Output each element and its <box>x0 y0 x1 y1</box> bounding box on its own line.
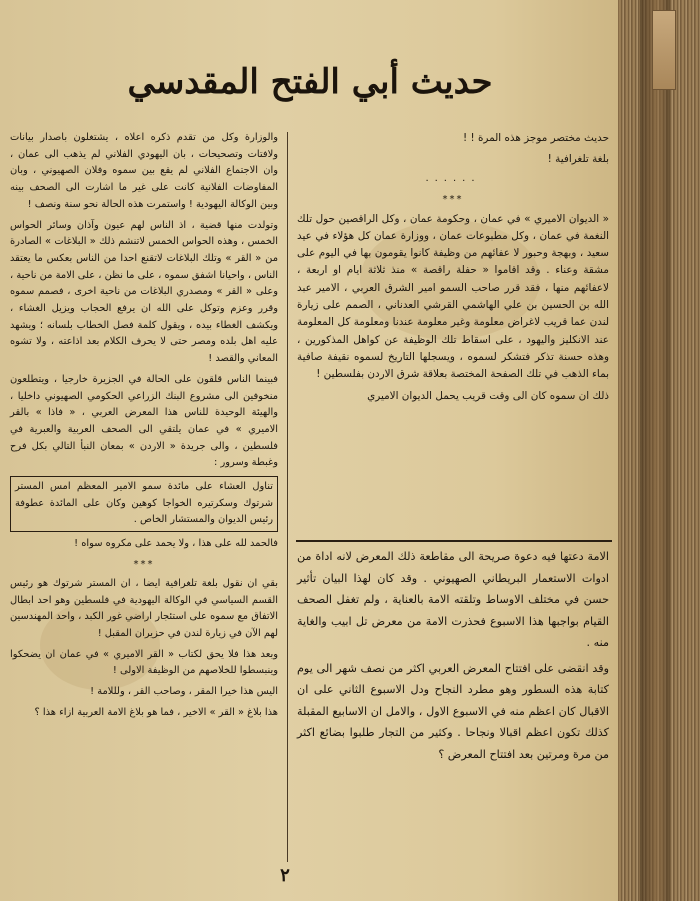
boxed-quote: تناول العشاء على مائدة سمو الامير المعظم امس المستر شرتوك وسكرتيره الخواجا كوهين وكان على المائدة عطوفة رئيس الديوان والمستشار الخاص . <box>10 476 278 532</box>
paragraph: وتولدت منها قضية ، اذ الناس لهم عيون وآذان وسائر الحواس الخمس ، وهذه الحواس الخمس لاتنشم ذلك « البلاغات » الصادرة من « القر » وتلك البلاغات لاتقنع احدا من الناس بعكس ما يعتقد الناس ، واحيانا اشفق سموه ، على ما نظن ، على الامة من ناحية ، وعلى « القر » ومصدري البلاغات من ناحية اخرى ، فصمم سموه وقرر وعزم وتوكل على الله ان يرفع الحجاب ويزيل الغشاء ، ويكشف الغطاء بيده ، ويقول كلمة فصل الخطاب بلسانه ؛ ويشهد عليه اهل بلده ومصر حتى لا يحرف الكلام بعد اذاعته ، ولا تشوه المعاني والقصد ! <box>10 219 278 365</box>
paragraph: بقي ان نقول بلغة تلغرافية ايضا ، ان المستر شرتوك هو رئيس القسم السياسي في الوكالة اليهودية في فلسطين وهو احد ابطال الاتفاق مع سموه على استئجار اراضي غور الكبد ، واحد المهندسين لهم الآن في زيارة لندن في حزيران المقبل ! <box>10 577 278 639</box>
paragraph: والوزارة وكل من تقدم ذكره اعلاه ، يشتغلون باصدار بيانات ولافتات وتصحيحات ، بان اليهودي الفلاني لم يذهب الى عمان ، وان الاجتماع الفلاني لم يقع بين سموه وفلان الصهيوني ، وبان المفاوضات الفلانية كانت على غير ما اشارت الى الصحف بينه وبين الوكالة اليهودية ! واستمرت هذه الحالة نحو سنة ونصف ! <box>10 132 278 210</box>
page-number: ٢ <box>280 865 290 886</box>
binding-strip <box>640 0 670 901</box>
article-title: حديث أبي الفتح المقدسي <box>127 62 493 102</box>
paragraph: اليس هذا خيرا المقر ، وصاحب القر ، ولللامة ! <box>90 686 278 698</box>
intro-line: حديث مختصر موجز هذه المرة ! ! <box>463 132 609 144</box>
paragraph: « الديوان الاميري » في عمان ، وحكومة عمان ، وكل الراقصين حول تلك النغمة في عمان ، وكل مطبوعات عمان ، ووزارة عمان كل هؤلاء في عيد سعيد ، وبهجة وحبور لا عفائهم من وظيفة كانوا يقومون بها في اليوم على مشقة وعناء . وقد اقاموا « حفلة راقصة » منذ ثلاثة ايام او اربعة ، لاعفائهم منها ، فقد قرر صاحب السمو امير الشرق العربي ، الامير عبد الله بن الحسين بن علي الهاشمي القرشي العدناني ، الصمم على زيارة لندن عما قريب لاغراض معلومة وغير معلومة عندنا ومعلومة كل المعلومة عند الانكليز واليهود ، على اسقاط تلك الوظيفة عن كواهل المذكورين ، وهذه حسنة تذكر فتشكر لسموه ، ويسجلها التاريخ لسموه نقيفة صافية بماء الذهب في تلك الصفحة المختصة بعلاقة شرق الاردن بفلسطين ! <box>297 212 609 381</box>
paragraph: ذلك ان سموه كان الى وقت قريب يحمل الديوان الاميري <box>367 389 609 402</box>
paragraph: فبينما الناس قلقون على الحالة في الجزيرة خارجيا ، ويتطلعون منخوفين الى مشروع البنك الزراعي الحكومي الصهيوني داخليا ، والهيئة الوحيدة للناس هذا المعرض العربي ، « فاذا » بالقر الاميري » في عمان يلتقي الى الصحف العربية والعبرية في فلسطين ، والى جريدة « الاردن » بمعان النبأ التالي بكل فرح وغبطة وسرور : <box>10 373 278 469</box>
ellipsis-dots: ...... <box>425 172 481 184</box>
left-column <box>10 130 278 726</box>
paragraph: وقد انقضى على افتتاح المعرض العربي اكثر من نصف شهر الى يوم كتابة هذه السطور وهو مطرد النجاح ودل الاسبوع الثاني على ان الاقبال كان اعظم منه في الاسبوع الاول ، والامل ان الاسابيع المقبلة كذلك تكون اعظم اقبالا ونجاحا . وكثير من التجار طلبوا بضائع اكثر من مرة ومرتين بعد افتتاح المعرض ؟ <box>297 661 609 761</box>
lower-right-section <box>297 546 609 769</box>
column-divider <box>287 132 288 862</box>
paragraph: هذا بلاغ « القر » الاخير ، فما هو بلاغ الامة العربية ازاء هذا ؟ <box>34 706 278 718</box>
section-stars: *** <box>133 558 155 570</box>
paragraph: فالحمد لله على هذا ، ولا يحمد على مكروه سواه ! <box>74 538 278 550</box>
section-divider <box>296 540 612 542</box>
intro-line: بلغة تلغرافية ! <box>547 153 609 166</box>
right-column <box>297 130 609 409</box>
section-stars: *** <box>442 193 464 205</box>
paragraph: الامة دعتها فيه دعوة صريحة الى مقاطعة ذلك المعرض لانه اداة من ادوات الاستعمار البريطاني الصهيوني . وقد كان لهذا البيان تأثير حسن في مختلف الاوساط وتلقته الامة بالعناية ، ولم تغفل الصحف القيام بواجبها هذا الاسبوع فحذرت الامة من معرض تل ابيب والغاية منه . <box>297 550 609 649</box>
bookmark-tab <box>652 10 676 90</box>
paragraph: وبعد هذا فلا يحق لكتاب « القر الاميري » في عمان ان يضحكوا وينبسطوا للخلاصهم من الوظيفة الاولى ! <box>10 648 278 677</box>
